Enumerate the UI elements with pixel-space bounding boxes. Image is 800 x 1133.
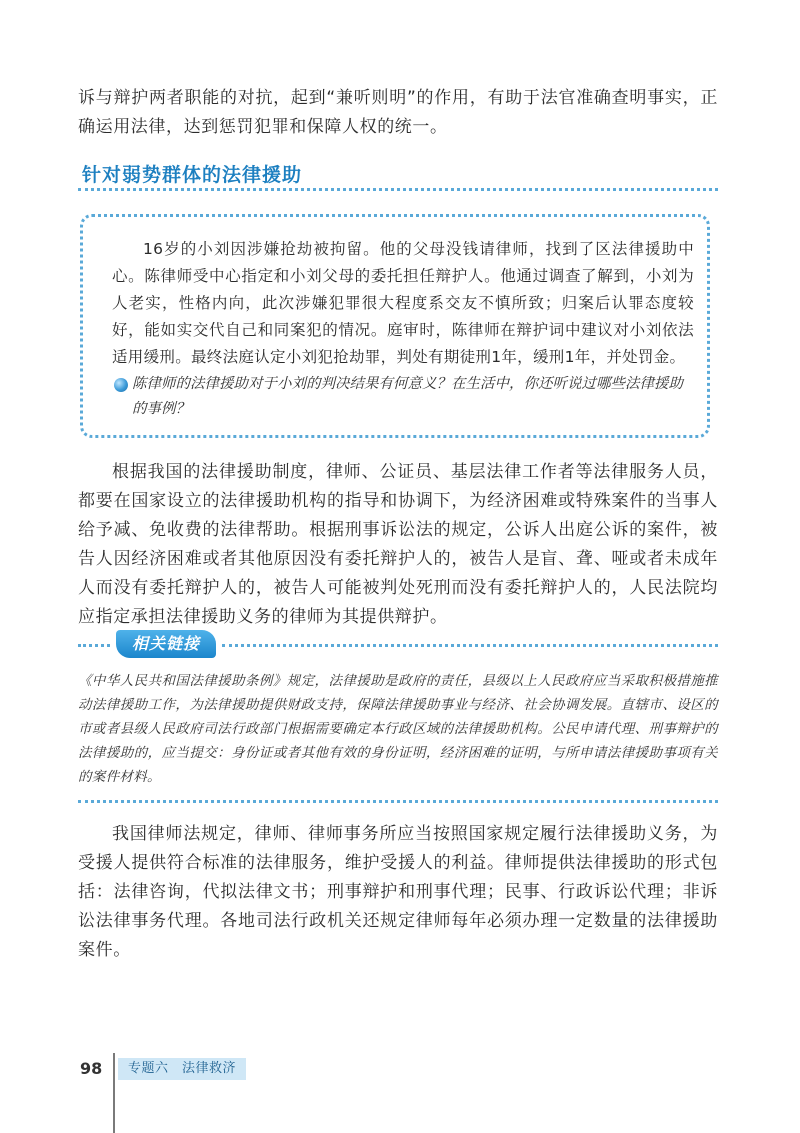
chapter-label: 专题六 法律救济 [118, 1058, 246, 1080]
case-question: 陈律师的法律援助对于小刘的判决结果有何意义？在生活中，你还听说过哪些法律援助的事例？ [132, 376, 683, 417]
page-number: 98 [80, 1059, 103, 1078]
case-study-text: 16岁的小刘因涉嫌抢劫被拘留。他的父母没钱请律师，找到了区法律援助中心。陈律师受中心指定和小刘父母的委托担任辩护人。他通过调查了解到，小刘为人老实，性格内向，此次涉嫌犯罪很大程度系交友不慎所致；归案后认罪态度较好，能如实交代自己和同案犯的情况。庭审时，陈律师在辩护词中建议对小刘依法适用缓刑。最终法庭认定小刘犯抢劫罪，判处有期徒刑1年，缓刑1年，并处罚金。 [112, 240, 694, 366]
paragraph-bottom: 我国律师法规定，律师、律师事务所应当按照国家规定履行法律援助义务，为受援人提供符合标准的法律服务，维护受援人的利益。律师提供法律援助的形式包括：法律咨询，代拟法律文书；刑事辩护和刑事代理；民事、行政诉讼代理；非诉讼法律事务代理。各地司法行政机关还规定律师每年必须办理一定数量的法律援助案件。 [78, 824, 718, 960]
section-divider [78, 188, 718, 191]
related-link-text: 《中华人民共和国法律援助条例》规定，法律援助是政府的责任，县级以上人民政府应当采取积极措施推动法律援助工作，为法律援助提供财政支持，保障法律援助事业与经济、社会协调发展。直辖市、设区的市或者县级人民政府司法行政部门根据需要确定本行政区域的法律援助机构。公民申请代理、刑事辩护的法律援助的，应当提交：身份证或者其他有效的身份证明，经济困难的证明，与所申请法律援助事项有关的案件材料。 [78, 673, 718, 785]
related-link-divider-right [222, 644, 718, 647]
related-link-divider-left [78, 644, 110, 647]
paragraph-top: 诉与辩护两者职能的对抗，起到“兼听则明”的作用，有助于法官准确查明事实，正确运用法律，达到惩罚犯罪和保障人权的统一。 [78, 88, 718, 137]
footer-rule [113, 1053, 115, 1133]
related-link-badge: 相关链接 [116, 630, 216, 658]
paragraph-middle: 根据我国的法律援助制度，律师、公证员、基层法律工作者等法律服务人员，都要在国家设立的法律援助机构的指导和协调下，为经济困难或特殊案件的当事人给予减、免收费的法律帮助。根据刑事诉讼法的规定，公诉人出庭公诉的案件，被告人因经济困难或者其他原因没有委托辩护人的，被告人是盲、聋、哑或者未成年人而没有委托辩护人的，被告人可能被判处死刑而没有委托辩护人的，人民法院均应指定承担法律援助义务的律师为其提供辩护。 [78, 462, 718, 627]
section-title: 针对弱势群体的法律援助 [82, 164, 303, 186]
question-bullet-icon [114, 378, 128, 392]
related-link-divider-bottom [78, 800, 718, 803]
